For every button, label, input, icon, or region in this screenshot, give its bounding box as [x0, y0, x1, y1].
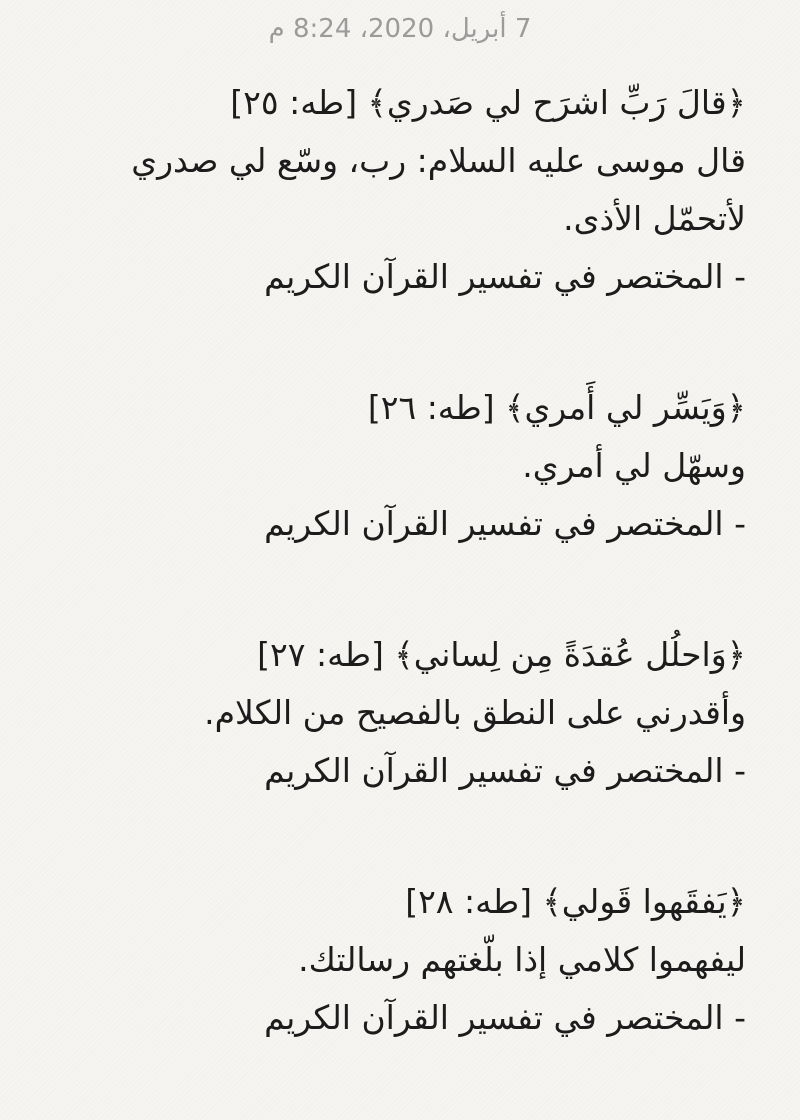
tafsir-text: ليفهموا كلامي إذا بلّغتهم رسالتك.: [298, 940, 746, 979]
source-attribution: - المختصر في تفسير القرآن الكريم: [264, 257, 746, 296]
verse-entry: [36, 74, 746, 306]
verse-entry: [36, 873, 746, 1047]
verse-entry: [36, 626, 746, 800]
tafsir-text: وأقدرني على النطق بالفصيح من الكلام.: [204, 693, 746, 732]
verse-text: ﴿وَيَسِّر لي أَمري﴾ [طه: ٢٦]: [367, 388, 746, 427]
source-attribution: - المختصر في تفسير القرآن الكريم: [264, 998, 746, 1037]
tafsir-text: وسهّل لي أمري.: [522, 446, 746, 485]
note-date: 7 أبريل، 2020، 8:24 م: [268, 14, 532, 44]
verse-entry: [36, 379, 746, 553]
source-attribution: - المختصر في تفسير القرآن الكريم: [264, 504, 746, 543]
verse-text: ﴿وَاحلُل عُقدَةً مِن لِساني﴾ [طه: ٢٧]: [257, 635, 746, 674]
verse-text: ﴿يَفقَهوا قَولي﴾ [طه: ٢٨]: [405, 882, 746, 921]
tafsir-text: قال موسى عليه السلام: رب، وسّع لي صدري: [131, 141, 746, 180]
verse-text: ﴿قالَ رَبِّ اشرَح لي صَدري﴾ [طه: ٢٥]: [230, 83, 746, 122]
tafsir-text: لأتحمّل الأذى.: [563, 199, 746, 238]
source-attribution: - المختصر في تفسير القرآن الكريم: [264, 751, 746, 790]
note-body[interactable]: [36, 74, 746, 1120]
